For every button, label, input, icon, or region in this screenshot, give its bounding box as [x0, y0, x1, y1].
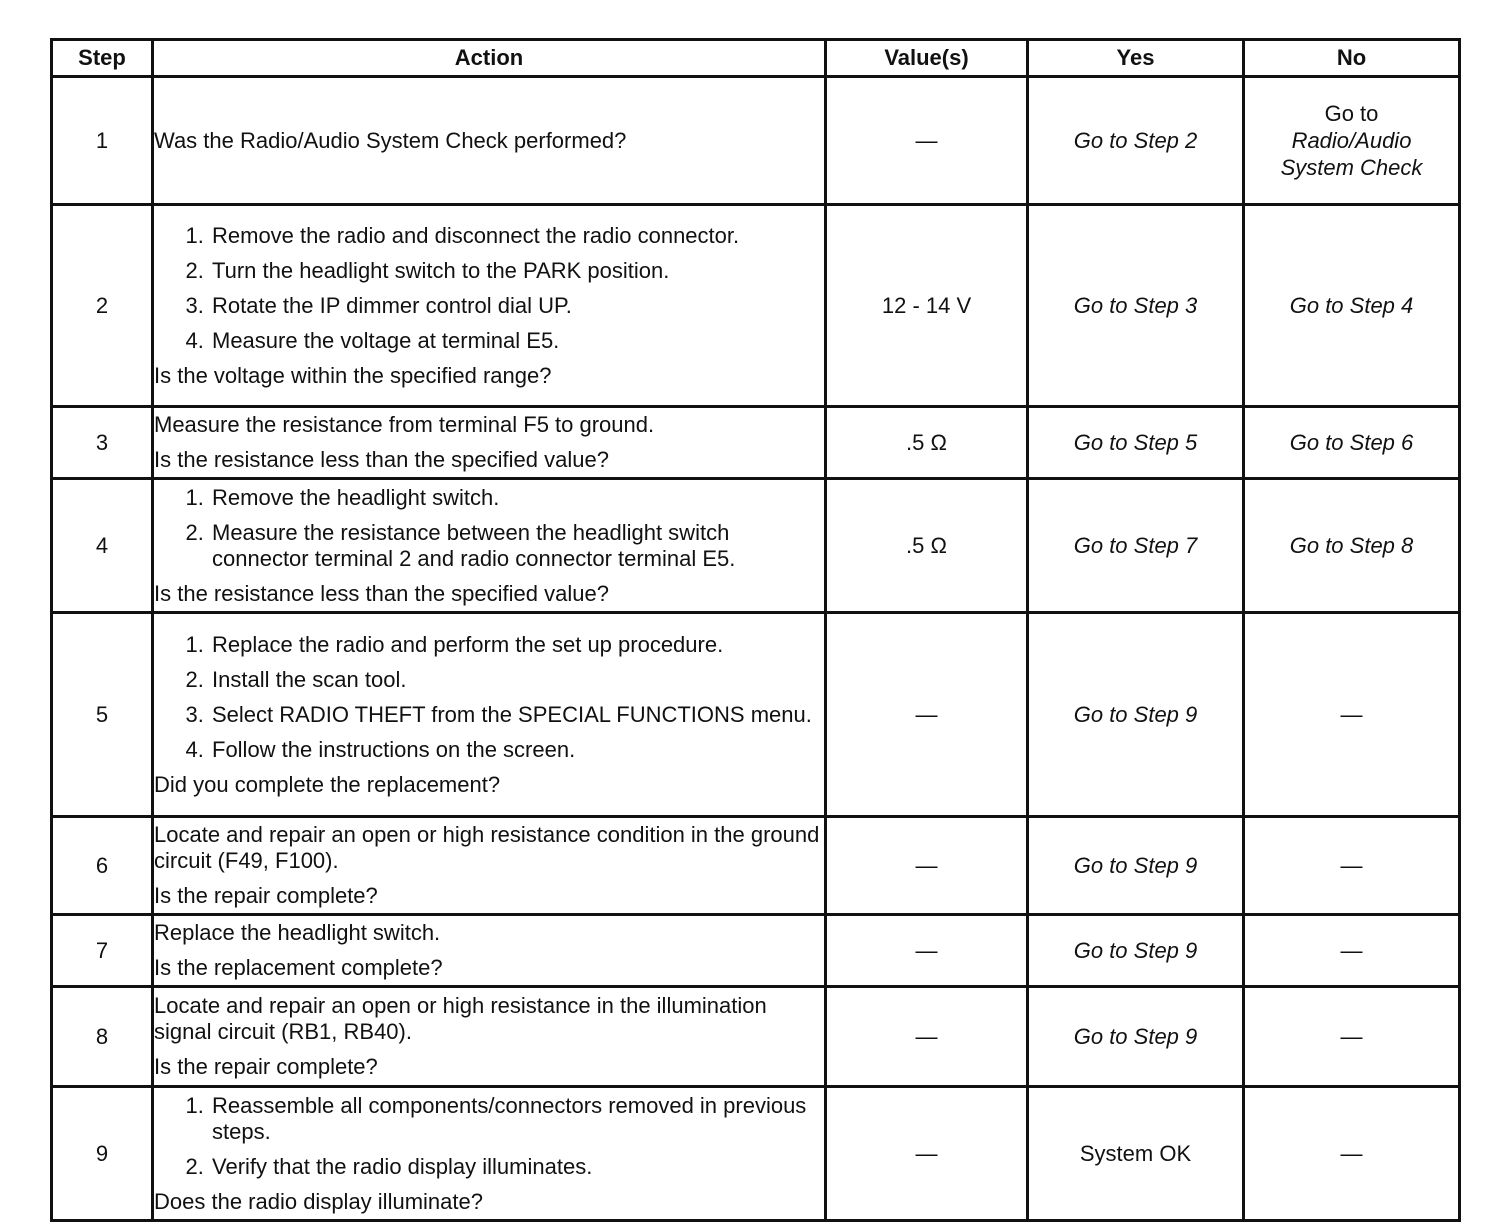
value-cell: — — [826, 613, 1028, 817]
action-step-item: 1. Reassemble all components/connectors removed in previous steps. — [210, 1093, 824, 1145]
table-row — [52, 205, 1460, 407]
action-question: Did you complete the replacement? — [154, 771, 501, 797]
action-cell — [153, 77, 826, 205]
action-step-item: 1. Remove the headlight switch. — [210, 485, 824, 511]
value-cell: .5 Ω — [826, 479, 1028, 613]
action-instruction: Locate and repair an open or high resistance in the illumination signal circuit (RB1, RB40). — [154, 993, 767, 1044]
step-number: 1 — [52, 77, 153, 205]
header-row — [52, 40, 1460, 77]
action-cell — [153, 817, 826, 915]
action-instruction: Measure the resistance from terminal F5 to ground. — [154, 412, 655, 437]
header-action: Action — [153, 40, 826, 77]
step-number: 5 — [52, 613, 153, 817]
action-step-item: 1. Replace the radio and perform the set up procedure. — [210, 632, 824, 658]
action-question: Is the repair complete? — [154, 1054, 378, 1079]
header-step: Step — [52, 40, 153, 77]
action-cell — [153, 987, 826, 1087]
action-step-item: 3. Select RADIO THEFT from the SPECIAL FUNCTIONS menu. — [210, 702, 824, 728]
table-row — [52, 1087, 1460, 1221]
yes-result: Go to Step 9 — [1028, 817, 1244, 915]
no-result-line: Go to — [1324, 101, 1379, 126]
action-question: Is the voltage within the specified range? — [154, 362, 552, 388]
action-question: Is the replacement complete? — [154, 955, 443, 980]
value-cell: — — [826, 1087, 1028, 1221]
action-cell — [153, 613, 826, 817]
action-question: Is the resistance less than the specified value? — [154, 447, 609, 472]
table-row — [52, 77, 1460, 205]
action-step-item: 3. Rotate the IP dimmer control dial UP. — [210, 293, 824, 319]
table-row — [52, 915, 1460, 987]
action-step-item: 4. Measure the voltage at terminal E5. — [210, 328, 824, 354]
action-step-item: 2. Verify that the radio display illuminates. — [210, 1154, 824, 1180]
no-result-line: System Check — [1280, 155, 1423, 180]
action-steps-list — [154, 1093, 824, 1180]
action-cell — [153, 479, 826, 613]
no-result: — — [1244, 817, 1460, 915]
no-result: — — [1244, 915, 1460, 987]
no-result: — — [1244, 987, 1460, 1087]
step-number: 7 — [52, 915, 153, 987]
action-question: Is the resistance less than the specified value? — [154, 580, 609, 606]
step-number: 2 — [52, 205, 153, 407]
action-cell — [153, 915, 826, 987]
header-yes: Yes — [1028, 40, 1244, 77]
value-cell: — — [826, 987, 1028, 1087]
table-row — [52, 407, 1460, 479]
no-result: Go to Step 4 — [1244, 205, 1460, 407]
diagnostic-table — [50, 38, 1461, 1222]
action-step-item: 1. Remove the radio and disconnect the radio connector. — [210, 223, 824, 249]
no-result: — — [1244, 613, 1460, 817]
action-instruction: Replace the headlight switch. — [154, 920, 441, 945]
action-step-item: 2. Measure the resistance between the headlight switch connector terminal 2 and radio connector terminal E5. — [210, 520, 824, 572]
no-result: Go to Step 6 — [1244, 407, 1460, 479]
no-result: Go to Step 8 — [1244, 479, 1460, 613]
no-result — [1244, 77, 1460, 205]
action-step-item: 4. Follow the instructions on the screen. — [210, 737, 824, 763]
action-question: Was the Radio/Audio System Check performed? — [154, 127, 627, 153]
no-result: — — [1244, 1087, 1460, 1221]
action-steps-list — [154, 223, 824, 354]
value-cell: .5 Ω — [826, 407, 1028, 479]
action-question: Does the radio display illuminate? — [154, 1188, 483, 1214]
yes-result: Go to Step 9 — [1028, 987, 1244, 1087]
action-steps-list — [154, 632, 824, 763]
action-cell — [153, 407, 826, 479]
table-row — [52, 613, 1460, 817]
yes-result: System OK — [1028, 1087, 1244, 1221]
action-step-item: 2. Turn the headlight switch to the PARK position. — [210, 258, 824, 284]
step-number: 4 — [52, 479, 153, 613]
value-cell: — — [826, 817, 1028, 915]
yes-result: Go to Step 9 — [1028, 613, 1244, 817]
yes-result: Go to Step 7 — [1028, 479, 1244, 613]
header-no: No — [1244, 40, 1460, 77]
action-cell — [153, 205, 826, 407]
no-result-line: Radio/Audio — [1291, 128, 1412, 153]
action-instruction: Locate and repair an open or high resistance condition in the ground circuit (F49, F100). — [154, 822, 820, 873]
table-row — [52, 479, 1460, 613]
yes-result: Go to Step 3 — [1028, 205, 1244, 407]
value-cell: — — [826, 77, 1028, 205]
action-cell — [153, 1087, 826, 1221]
yes-result: Go to Step 5 — [1028, 407, 1244, 479]
step-number: 9 — [52, 1087, 153, 1221]
table-row — [52, 817, 1460, 915]
step-number: 8 — [52, 987, 153, 1087]
action-question: Is the repair complete? — [154, 883, 378, 908]
action-step-item: 2. Install the scan tool. — [210, 667, 824, 693]
action-steps-list — [154, 485, 824, 572]
yes-result: Go to Step 2 — [1028, 77, 1244, 205]
table-row — [52, 987, 1460, 1087]
value-cell: — — [826, 915, 1028, 987]
yes-result: Go to Step 9 — [1028, 915, 1244, 987]
header-value: Value(s) — [826, 40, 1028, 77]
value-cell: 12 - 14 V — [826, 205, 1028, 407]
step-number: 6 — [52, 817, 153, 915]
step-number: 3 — [52, 407, 153, 479]
